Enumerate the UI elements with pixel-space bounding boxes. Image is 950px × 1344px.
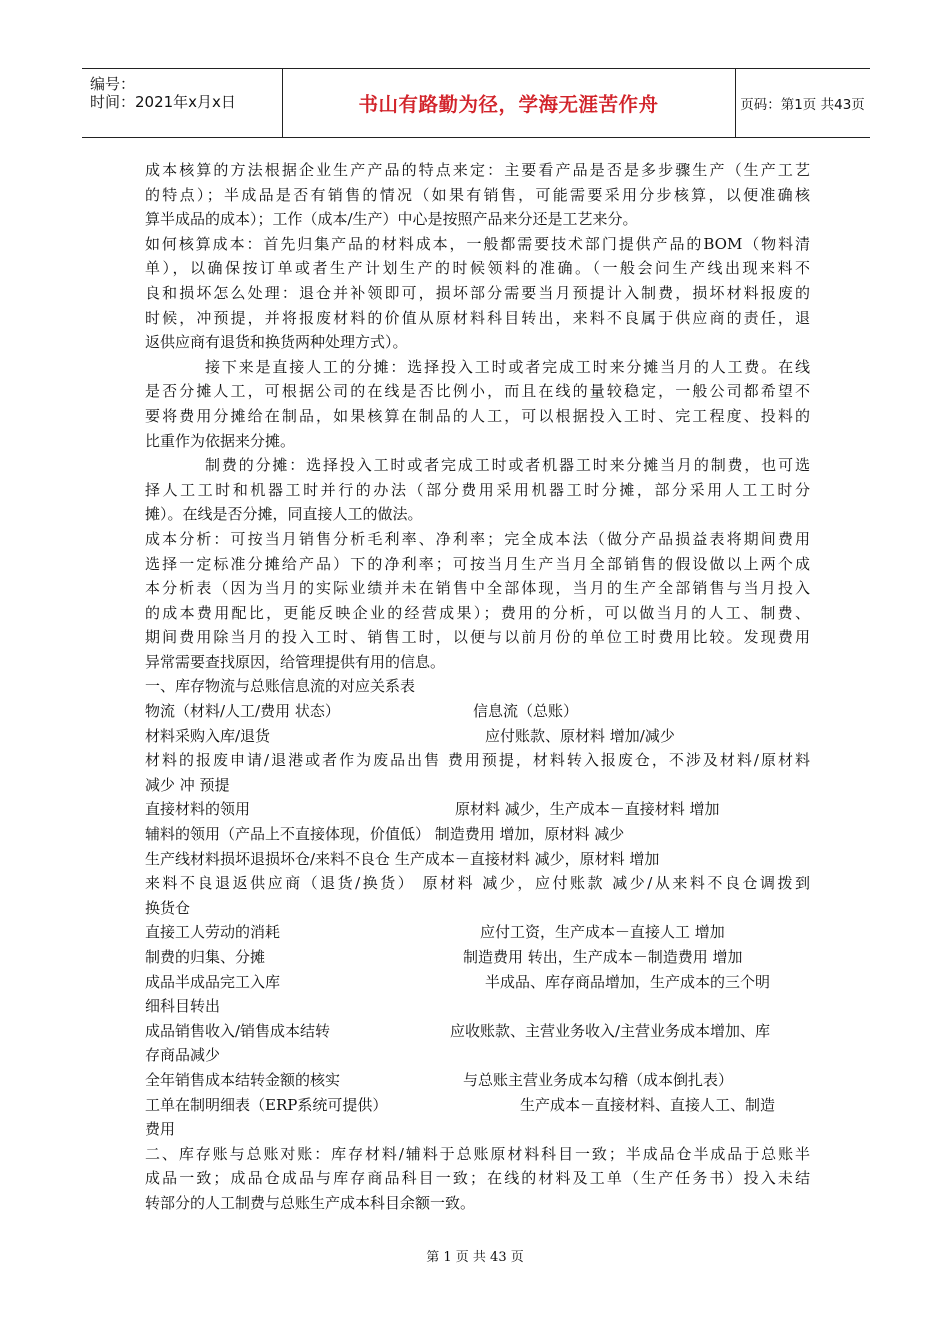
body-line: 时候，冲预提，并将报废材料的价值从原材料科目转出，来料不良属于供应商的责任，退: [145, 308, 810, 327]
body-line: [145, 699, 810, 724]
table-right-cell: 原材料 减少，生产成本－直接材料 增加: [455, 800, 720, 819]
header-motto-cell: [282, 69, 736, 137]
header-meta: [82, 69, 283, 137]
body-line: 成本核算的方法根据企业生产产品的特点来定：主要看产品是否是多步骤生产（生产工艺: [145, 161, 810, 179]
page-header: [82, 68, 870, 138]
header-motto: 书山有路勤为径，学海无涯苦作舟: [358, 93, 659, 116]
table-left-cell: 制费的归集、分摊: [145, 948, 266, 966]
body-line: 生产线材料损坏退损坏仓/来料不良仓 生产成本－直接材料 减少，原材料 增加: [145, 849, 660, 868]
body-line: 要将费用分摊给在制品，如果核算在制品的人工，可以根据投入工时、完工程度、投料的: [145, 406, 810, 425]
table-right-cell: 应收账款、主营业务收入/主营业务成本增加、库: [450, 1021, 771, 1040]
body-line: [145, 920, 810, 945]
body-line: 单），以确保按订单或者生产计划生产的时候领料的准确。（一般会问生产线出现来料不: [145, 259, 810, 278]
body-line: 一、库存物流与总账信息流的对应关系表: [145, 677, 416, 696]
body-line: 制费的分摊：选择投入工时或者完成工时或者机器工时来分摊当月的制费，也可选: [205, 456, 810, 475]
body-line: 返供应商有退货和换货两种处理方式）。: [145, 333, 408, 352]
body-line: 辅料的领用（产品上不直接体现，价值低） 制造费用 增加，原材料 减少: [145, 825, 625, 844]
table-right-cell: 制造费用 转出，生产成本－制造费用 增加: [463, 948, 743, 966]
body-line: 本分析表（因为当月的实际业绩并未在销售中全部体现，当月的生产全部销售与当月投入: [145, 579, 810, 598]
body-line: [145, 724, 810, 749]
table-right-cell: 应付账款、原材料 增加/减少: [485, 726, 675, 745]
body-line: [145, 797, 810, 822]
body-line: [145, 970, 810, 995]
body-line: 选择一定标准分摊给产品）下的净利率；可按当月生产当月全部销售的假设做以上两个成: [145, 554, 810, 573]
table-right-cell: 生产成本－直接材料、直接人工、制造: [520, 1095, 776, 1114]
body-line: 来料不良退返供应商（退货/换货） 原材料 减少，应付账款 减少/从来料不良仓调拨到: [145, 874, 810, 893]
table-left-cell: 材料采购入库/退货: [145, 726, 271, 745]
body-line: 存商品减少: [145, 1046, 221, 1065]
body-line: 成本分析：可按当月销售分析毛利率、净利率；完全成本法（做分产品损益表将期间费用: [145, 529, 810, 548]
body-line: [145, 945, 810, 970]
body-line: 的成本费用配比，更能反映企业的经营成果）；费用的分析，可以做当月的人工、制费、: [145, 603, 810, 622]
table-right-cell: 与总账主营业务成本勾稽（成本倒扎表）: [463, 1070, 734, 1089]
body-line: 如何核算成本：首先归集产品的材料成本，一般都需要技术部门提供产品的BOM（物料清: [145, 234, 810, 253]
table-left-cell: 成品销售收入/销售成本结转: [145, 1021, 331, 1040]
header-page-info: 页码：第1页 共43页: [740, 97, 865, 113]
body-line: 是否分摊人工，可根据公司的在线是否比例小，而且在线的量较稳定，一般公司都希望不: [145, 382, 810, 401]
body-line: [145, 1093, 810, 1118]
page-footer: 第 1 页 共 43 页: [426, 1250, 524, 1265]
table-left-cell: 直接材料的领用: [145, 800, 251, 819]
document-body: [145, 158, 810, 1216]
body-line: 减少 冲 预提: [145, 775, 230, 794]
body-line: 二、库存账与总账对账：库存材料/辅料于总账原材料科目一致；半成品仓半成品于总账半: [145, 1144, 810, 1163]
table-left-cell: 成品半成品完工入库: [145, 972, 281, 991]
header-page-info-cell: [735, 69, 870, 137]
body-line: 的特点）；半成品是否有销售的情况（如果有销售，可能需要采用分步核算，以便准确核: [145, 185, 810, 204]
body-line: 接下来是直接人工的分摊：选择投入工时或者完成工时来分摊当月的人工费。在线: [205, 357, 810, 376]
body-line: 摊）。在线是否分摊，同直接人工的做法。: [145, 505, 423, 524]
body-line: 费用: [145, 1120, 176, 1139]
document-number-label: 编号：: [90, 75, 136, 93]
body-line: [145, 1068, 810, 1093]
body-line: 择人工工时和机器工时并行的办法（部分费用采用机器工时分摊，部分采用人工工时分: [145, 480, 810, 499]
document-time-label: 时间：2021年x月x日: [90, 93, 236, 111]
table-left-cell: 直接工人劳动的消耗: [145, 923, 281, 942]
body-line: 期间费用除当月的投入工时、销售工时，以便与以前月份的单位工时费用比较。发现费用: [145, 628, 810, 647]
body-line: 转部分的人工制费与总账生产成本科目余额一致。: [145, 1193, 476, 1212]
table-right-cell: 半成品、库存商品增加，生产成本的三个明: [485, 972, 771, 991]
body-line: 换货仓: [145, 898, 191, 917]
table-left-cell: 物流（材料/人工/费用 状态）: [145, 702, 340, 721]
body-line: 成品一致；成品仓成品与库存商品科目一致；在线的材料及工单（生产任务书）投入未结: [145, 1169, 810, 1188]
body-line: 材料的报废申请/退港或者作为废品出售 费用预提，材料转入报废仓，不涉及材料/原材料: [145, 751, 810, 770]
table-right-cell: 应付工资，生产成本－直接人工 增加: [480, 923, 725, 942]
body-line: [145, 1019, 810, 1044]
table-left-cell: 工单在制明细表（ERP系统可提供）: [145, 1095, 388, 1114]
body-line: 比重作为依据来分摊。: [145, 431, 296, 450]
body-line: 良和损坏怎么处理：退仓并补领即可，损坏部分需要当月预提计入制费，损坏材料报废的: [145, 283, 810, 302]
table-left-cell: 全年销售成本结转金额的核实: [145, 1070, 341, 1089]
body-line: 异常需要查找原因，给管理提供有用的信息。: [145, 652, 446, 671]
body-line: 细科目转出: [145, 997, 221, 1016]
body-line: 算半成品的成本）；工作（成本/生产）中心是按照产品来分还是工艺来分。: [145, 210, 638, 229]
table-right-cell: 信息流（总账）: [473, 702, 579, 721]
